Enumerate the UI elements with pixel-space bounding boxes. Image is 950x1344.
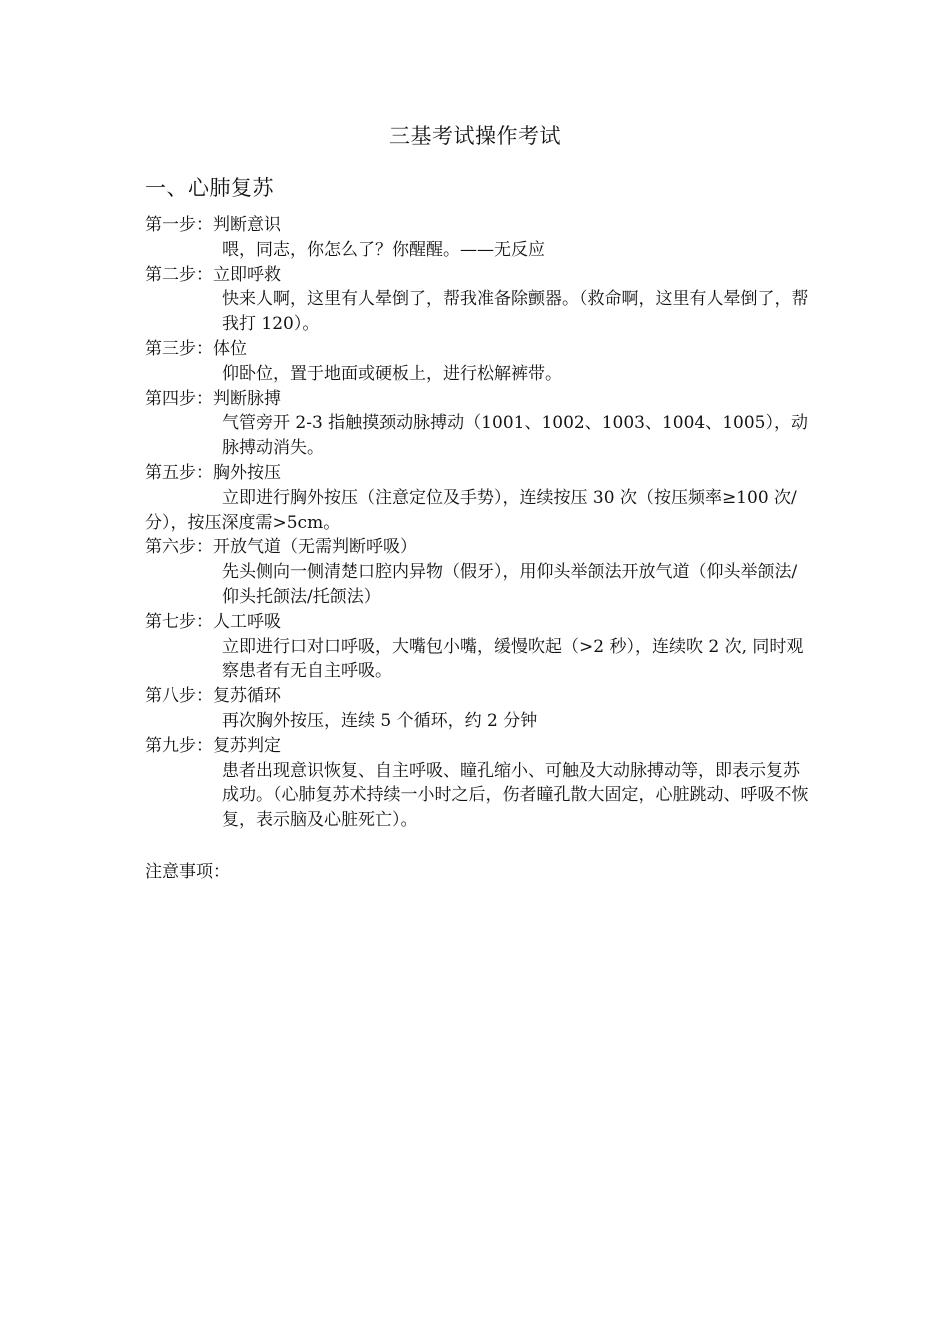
step-label: 第二步：立即呼救 <box>145 264 281 285</box>
steps-list <box>145 213 810 833</box>
step-body: 喂，同志，你怎么了？你醒醒。——无反应 <box>222 239 545 260</box>
step-7 <box>145 610 810 684</box>
step-3 <box>145 337 810 387</box>
step-body: 仰卧位，置于地面或硬板上，进行松解裤带。 <box>222 363 562 384</box>
step-1 <box>145 213 810 263</box>
step-label: 第九步：复苏判定 <box>145 735 281 756</box>
document-title: 三基考试操作考试 <box>389 124 561 148</box>
step-label: 第四步：判断脉搏 <box>145 388 281 409</box>
step-8 <box>145 684 810 734</box>
step-2 <box>145 263 810 337</box>
step-body: 气管旁开 2-3 指触摸颈动脉搏动（1001、1002、1003、1004、1005），动脉搏动消失。 <box>222 413 809 459</box>
step-body: 先头侧向一侧清楚口腔内异物（假牙），用仰头举颌法开放气道（仰头举颌法/仰头托颌法/托颌法） <box>222 562 798 607</box>
step-body: 再次胸外按压，连续 5 个循环，约 2 分钟 <box>222 710 538 731</box>
notes-label: 注意事项： <box>145 862 230 882</box>
step-label: 第八步：复苏循环 <box>145 686 281 707</box>
section-heading: 一、心肺复苏 <box>145 176 274 200</box>
step-body: 快来人啊，这里有人晕倒了，帮我准备除颤器。（救命啊，这里有人晕倒了，帮我打 120）。 <box>222 289 809 335</box>
step-label: 第一步：判断意识 <box>145 215 281 235</box>
step-body: 立即进行胸外按压（注意定位及手势），连续按压 30 次（按压频率≥100 次/分），按压深度需>5cm。 <box>145 487 797 533</box>
step-9 <box>145 734 810 833</box>
step-4 <box>145 387 810 461</box>
step-body: 患者出现意识恢复、自主呼吸、瞳孔缩小、可触及大动脉搏动等，即表示复苏成功。（心肺复苏术持续一小时之后，伤者瞳孔散大固定，心脏跳动、呼吸不恢复，表示脑及心脏死亡）。 <box>222 760 809 831</box>
step-label: 第三步：体位 <box>145 338 247 359</box>
step-5 <box>145 461 810 535</box>
step-6 <box>145 535 810 609</box>
step-label: 第六步：开放气道（无需判断呼吸） <box>145 537 417 558</box>
step-label: 第七步：人工呼吸 <box>145 611 281 632</box>
step-label: 第五步：胸外按压 <box>145 462 281 483</box>
step-body: 立即进行口对口呼吸，大嘴包小嘴，缓慢吹起（>2 秒），连续吹 2 次, 同时观察患者有无自主呼吸。 <box>222 636 804 682</box>
